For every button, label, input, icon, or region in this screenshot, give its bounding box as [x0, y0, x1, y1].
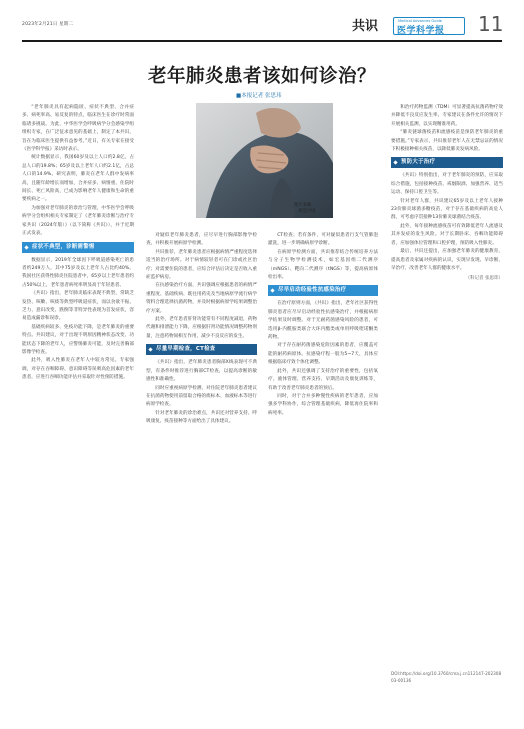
elderly-patient-photo — [196, 103, 333, 218]
paragraph: “肺炎链球菌疫苗和流感疫苗是预防老年肺炎的重要措施。”专家表示，共识推荐老年人在无禁忌证的情况下积极接种相关疫苗，以降低肺炎发病风险。 — [391, 130, 503, 153]
subheading: 预防大于治疗 — [391, 157, 503, 168]
logo-title: 医学科学报 — [397, 26, 445, 36]
paragraph: 在病原学检测方面，共识推荐结合传统培养方法与分子生物学检测技术，如宏基因组二代测序（mNGS）、靶向二代测序（tNGS）等，提高病原体检出率。 — [268, 249, 378, 281]
paragraph: 共识推荐，老年肺炎患者应根据病情严重程度选择适当的治疗场所。对于病情较轻者可在门诊或社区治疗；对需要住院的患者，应综合评估后决定是否收入重症监护病房。 — [146, 249, 257, 281]
doi-link[interactable]: DOI:https://doi.org/10.3760/cma.j.cn112147-20230803-00136 — [391, 671, 502, 683]
paragraph: 《共识》指出，老年肺炎临床表现不典型，常缺乏发热、咳嗽、咳痰等典型呼吸道症状，而以食欲不振、乏力、意识改变、跌倒等非特异性表现为首发症状，容易造成漏诊和误诊。 — [22, 291, 134, 322]
article-title: 老年肺炎患者该如何诊治？ — [147, 66, 376, 87]
paragraph: 基础疾病较多、免疫功能下降，是老年肺炎的重要特点。共识建议，对于出现不明原因精神状态改变、功能状态下降的老年人，应警惕肺炎可能，及时完善胸部影像学检查。 — [22, 324, 134, 355]
paragraph: 针对老年人群，共识建议65岁及以上老年人接种23价肺炎球菌多糖疫苗，对于存在基础疾病的高危人群，可考虑序贯接种13价肺炎球菌结合疫苗。 — [391, 198, 503, 221]
column-4 — [391, 104, 503, 668]
paragraph: CT检查；若有条件，可对疑似患者行支气管肺泡灌洗，进一步明确病原学诊断。 — [268, 233, 378, 247]
paragraph: 在治疗原则方面，《共识》指出，老年社区获得性肺炎患者应尽早启动经验性抗感染治疗，并根据病原学结果及时调整。对于无耐药菌感染风险的患者，可选用β-内酰胺类联合大环内酯类或单用呼吸喹诺酮类药物。 — [268, 301, 378, 341]
paragraph: 同时应重视病原学检测，对住院老年肺炎患者建议在抗菌药物使用前留取合格的痰标本、血液标本等进行病原学检查。 — [146, 385, 257, 408]
column-1 — [22, 104, 134, 716]
page-number: 11 — [478, 12, 504, 36]
page-header — [0, 0, 524, 42]
photo-caption — [294, 203, 315, 215]
subheading: 尽量早期检查，CT检查 — [146, 344, 257, 355]
paragraph: 此外，老年患者肝肾功能常有不同程度减退，药物代谢和排泄能力下降，应根据肝肾功能情况调整药物剂量，注意药物间相互作用，减少不良反应的发生。 — [146, 317, 257, 339]
paragraph: 数据显示，2019年全球因下呼吸道感染死亡的患者约249万人，其中75岁及以上老年人占比约40%。我国社区获得性肺炎住院患者中，65岁以上老年患者约占50%以上，老年患者病死率明显高于年轻患者。 — [22, 257, 134, 288]
photo-caption-line: 图片来源： — [294, 203, 316, 208]
paragraph: 统计数据显示，我国60岁及以上人口约2.8亿，占总人口的19.8%；65岁及以上老年人口约2.1亿，占总人口的14.9%。研究表明，肺炎在老年人群中发病率高，且随年龄增长而增加，合并症多、病情重、住院时间长、死亡风险高，已成为影响老年人健康和生命的重要疾病之一。 — [22, 155, 134, 203]
paragraph: 为加强对老年肺炎的诊治与管理，中华医学会呼吸病学分会组织相关专家制定了《老年肺炎诊断与治疗专家共识（2024年版）》（以下简称《共识》），并于近期正式发表。 — [22, 205, 134, 237]
paragraph: 针对老年肺炎的诊治难点，共识还对营养支持、呼吸康复、疫苗接种等方面给出了具体建议。 — [146, 410, 257, 425]
paragraph: 对疑似老年肺炎患者，应尽早进行胸部影像学检查，并积极开展病原学检测。 — [146, 233, 257, 247]
paragraph: 在抗感染治疗方面，共识强调应根据患者的病情严重程度、基础疾病、既往用药史及当地病原学流行病学资料合理选择抗菌药物，并及时根据病原学结果调整治疗方案。 — [146, 283, 257, 314]
issue-date: 2023年2月21日 星期二 — [22, 22, 74, 27]
photo-caption-line: 视觉中国 — [298, 209, 316, 215]
paragraph: 《共识》特别指出，对于老年肺炎的预防，应采取综合措施，包括接种疫苗、戒烟限酒、加强营养、适当运动、保持口腔卫生等。 — [391, 173, 503, 196]
column-3 — [268, 232, 378, 716]
paragraph: 此外，共识还强调了支持治疗的重要性，包括氧疗、液体管理、营养支持、早期活动及康复训练等，有助于改善老年肺炎患者的预后。 — [268, 368, 378, 391]
paragraph: 和治疗药物监测（TDM）可显著提高抗菌药物疗效并降低不良反应发生率，专家建议在条件允许的情况下开展相关监测，以实现精准用药。 — [391, 105, 503, 127]
paragraph: 《共识》指出，老年肺炎患者胸部X线表现可不典型，有条件时推荐进行胸部CT检查，以提高诊断的敏感性和准确性。 — [146, 360, 257, 383]
section-label: 共识 — [352, 19, 379, 34]
subheading: 尽早启动经验性抗感染治疗 — [268, 285, 378, 296]
subheading: 症状不典型，诊断需警惕 — [22, 242, 134, 253]
column-2 — [146, 232, 257, 716]
article-byline: ■本报记者 张思玮 — [236, 93, 282, 99]
article-signoff: （科记者 张思玮） — [465, 276, 503, 282]
logo-subtitle: Medical Advances Guide — [398, 19, 442, 23]
paragraph: 此外，每年接种流感疫苗可有效降低老年人流感及其并发症的发生风险。对于长期卧床、吞咽功能障碍者，应加强体位管理和口腔护理，预防吸入性肺炎。 — [391, 223, 503, 246]
publication-logo — [393, 17, 465, 35]
paragraph: “老年肺炎具有起病隐匿、症状不典型、合并症多、病死率高、易反复的特点，临床医生在诊疗时常面临诸多挑战。为此，中华医学会呼吸病学分会感染学组组织专家，在广泛征求意见的基础上，制定了本共识，旨在为临床医生提供有益参考。”近日，有关专家在接受《医学科学报》采访时表示。 — [22, 105, 134, 153]
paragraph: 最后，共识还提出，应加强老年肺炎的健康教育，提高患者及家属对疾病的认识，实现早发现、早诊断、早治疗，改善老年人群的健康水平。 — [391, 249, 503, 271]
paragraph: 同时，对于合并多种慢性疾病的老年患者，应加强多学科协作，综合管理基础疾病，降低再住院率和病死率。 — [268, 393, 378, 416]
article-photo — [196, 103, 333, 218]
header-rule — [22, 40, 502, 42]
paragraph: 此外，吸入性肺炎在老年人中较为常见。专家强调，对存在吞咽障碍、意识障碍等误吸高危因素的老年患者，应进行吞咽功能评估并采取针对性预防措施。 — [22, 358, 134, 381]
paragraph: 对于存在耐药菌感染危险因素的患者，应覆盖可能的耐药病原体。抗感染疗程一般为5~7天，具体应根据临床疗效个体化调整。 — [268, 343, 378, 366]
